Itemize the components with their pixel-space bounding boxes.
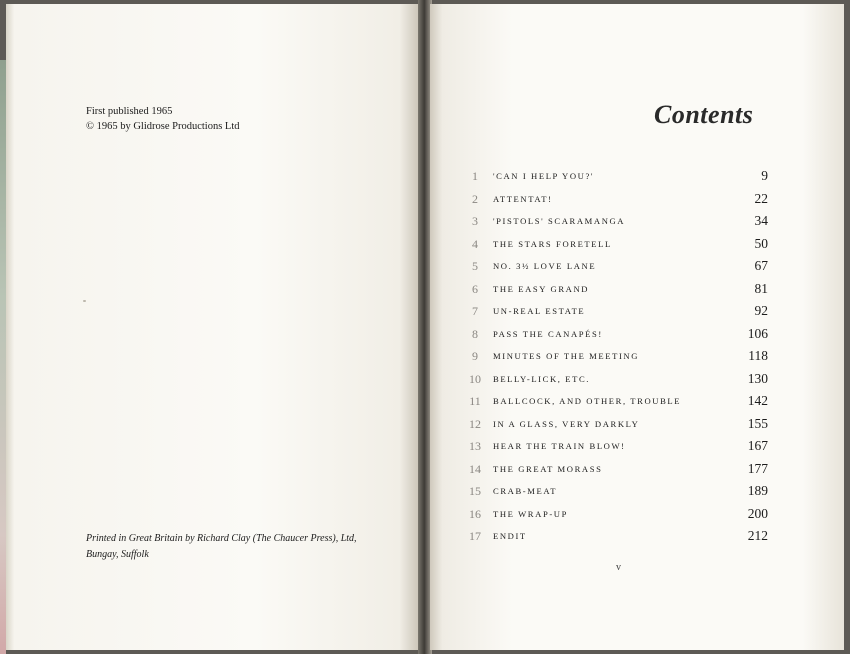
chapter-page-number: 22 <box>754 190 768 206</box>
chapter-page-number: 34 <box>754 213 768 228</box>
chapter-number: 4 <box>472 236 478 251</box>
chapter-title: UN-REAL ESTATE <box>493 306 586 316</box>
chapter-page-number: 9 <box>761 168 768 183</box>
chapter-number: 9 <box>472 349 478 363</box>
toc-row <box>462 369 774 392</box>
toc-row <box>462 166 774 189</box>
toc-row <box>462 324 774 347</box>
chapter-title: THE EASY GRAND <box>493 283 590 294</box>
chapter-page-number: 189 <box>747 483 768 498</box>
chapter-title: IN A GLASS, VERY DARKLY <box>493 418 640 429</box>
toc-row <box>462 504 774 527</box>
toc-row <box>462 256 774 279</box>
chapter-title: 'CAN I HELP YOU?' <box>493 171 595 181</box>
chapter-title: BALLCOCK, AND OTHER, TROUBLE <box>493 396 682 406</box>
first-published-line: First published 1965 <box>86 106 173 117</box>
chapter-number: 14 <box>469 461 481 476</box>
contents-heading: Contents <box>654 100 754 129</box>
toc-row <box>462 234 774 257</box>
paper-speck <box>83 300 86 302</box>
chapter-title: ENDIT <box>493 531 527 541</box>
chapter-title: THE STARS FORETELL <box>493 238 612 249</box>
chapter-number: 2 <box>472 191 478 206</box>
chapter-title: CRAB-MEAT <box>493 486 558 496</box>
printer-line-2: Bungay, Suffolk <box>86 548 149 560</box>
chapter-page-number: 130 <box>747 370 768 386</box>
chapter-number: 11 <box>469 394 481 408</box>
chapter-page-number: 92 <box>754 303 768 318</box>
toc-row <box>462 526 774 549</box>
toc-row <box>462 189 774 212</box>
chapter-page-number: 81 <box>754 280 768 296</box>
toc-row <box>462 301 774 324</box>
toc-row <box>462 481 774 504</box>
toc-row <box>462 391 774 414</box>
chapter-title: NO. 3½ LOVE LANE <box>493 261 597 271</box>
chapter-page-number: 118 <box>748 348 768 363</box>
chapter-page-number: 212 <box>747 528 768 543</box>
toc-row <box>462 346 774 369</box>
chapter-number: 7 <box>472 304 478 318</box>
printer-block <box>86 531 357 562</box>
chapter-title: HEAR THE TRAIN BLOW! <box>493 441 626 451</box>
chapter-number: 8 <box>472 326 478 341</box>
chapter-number: 16 <box>469 506 481 521</box>
printer-line-1: Printed in Great Britain by Richard Clay (The Chaucer Press), Ltd, <box>86 533 357 544</box>
chapter-number: 13 <box>469 439 481 453</box>
chapter-number: 15 <box>469 484 481 498</box>
chapter-number: 12 <box>469 416 481 431</box>
chapter-number: 3 <box>472 214 478 228</box>
toc-row <box>462 211 774 234</box>
chapter-page-number: 142 <box>747 393 768 408</box>
chapter-number: 10 <box>469 371 481 386</box>
chapter-number: 17 <box>469 529 481 543</box>
chapter-number: 1 <box>472 169 478 183</box>
toc-row <box>462 279 774 302</box>
chapter-page-number: 67 <box>754 258 768 273</box>
chapter-title: ATTENTAT! <box>493 193 553 204</box>
chapter-page-number: 106 <box>747 325 768 341</box>
toc-row <box>462 436 774 459</box>
chapter-page-number: 167 <box>747 438 768 453</box>
toc-row <box>462 414 774 437</box>
chapter-title: THE WRAP-UP <box>493 508 568 519</box>
chapter-page-number: 50 <box>754 235 768 251</box>
chapter-title: THE GREAT MORASS <box>493 463 603 474</box>
chapter-page-number: 155 <box>747 415 768 431</box>
chapter-title: PASS THE CANAPÉS! <box>493 328 603 339</box>
chapter-page-number: 177 <box>747 460 768 476</box>
chapter-number: 6 <box>472 281 478 296</box>
chapter-page-number: 200 <box>747 505 768 521</box>
chapter-title: BELLY-LICK, ETC. <box>493 373 591 384</box>
chapter-title: 'PISTOLS' SCARAMANGA <box>493 216 626 226</box>
toc-row <box>462 459 774 482</box>
copyright-line: © 1965 by Glidrose Productions Ltd <box>86 121 240 132</box>
page-folio: v <box>616 562 621 573</box>
imprint-block <box>86 104 240 134</box>
chapter-title: MINUTES OF THE MEETING <box>493 351 640 361</box>
chapter-number: 5 <box>472 259 478 273</box>
table-of-contents <box>462 166 774 549</box>
